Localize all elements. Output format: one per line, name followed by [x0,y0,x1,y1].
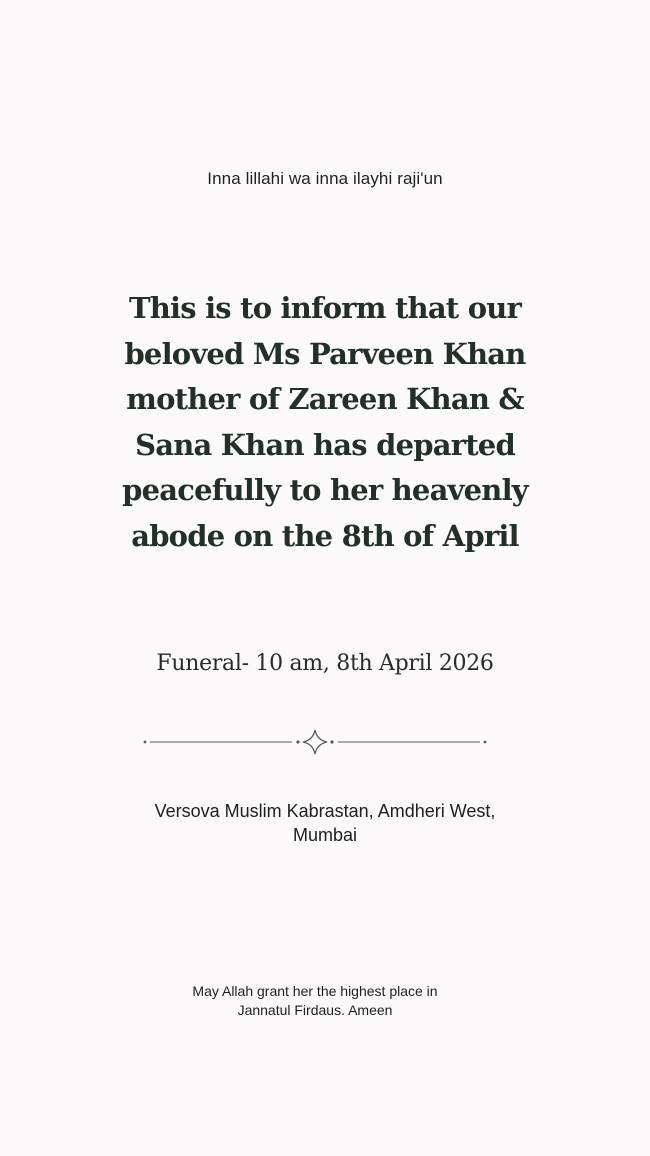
prayer-line: May Allah grant her the highest place in [192,983,438,999]
invocation-text: Inna lillahi wa inna ilayhi raji'un [207,169,443,188]
announcement-line: beloved Ms Parveen Khan [124,336,526,371]
announcement-line: This is to inform that our [128,291,522,325]
ornamental-divider [140,728,490,756]
location-line: Mumbai [292,825,358,845]
funeral-details: Funeral- 10 am, 8th April 2026 [156,651,494,676]
announcement-line: Sana Khan has departed [135,427,515,462]
announcement-line: abode on the 8th of April [131,518,519,553]
closing-prayer [0,982,630,1020]
announcement-line: peacefully to her heavenly [122,473,528,507]
four-point-star-ornament-icon [303,730,327,754]
prayer-line: Jannatul Firdaus. Ameen [237,1002,393,1018]
location-line: Versova Muslim Kabrastan, Amdheri West, [154,801,496,821]
announcement-line: mother of Zareen Khan & [126,382,524,416]
burial-location [0,799,650,847]
announcement-heading [60,286,590,559]
